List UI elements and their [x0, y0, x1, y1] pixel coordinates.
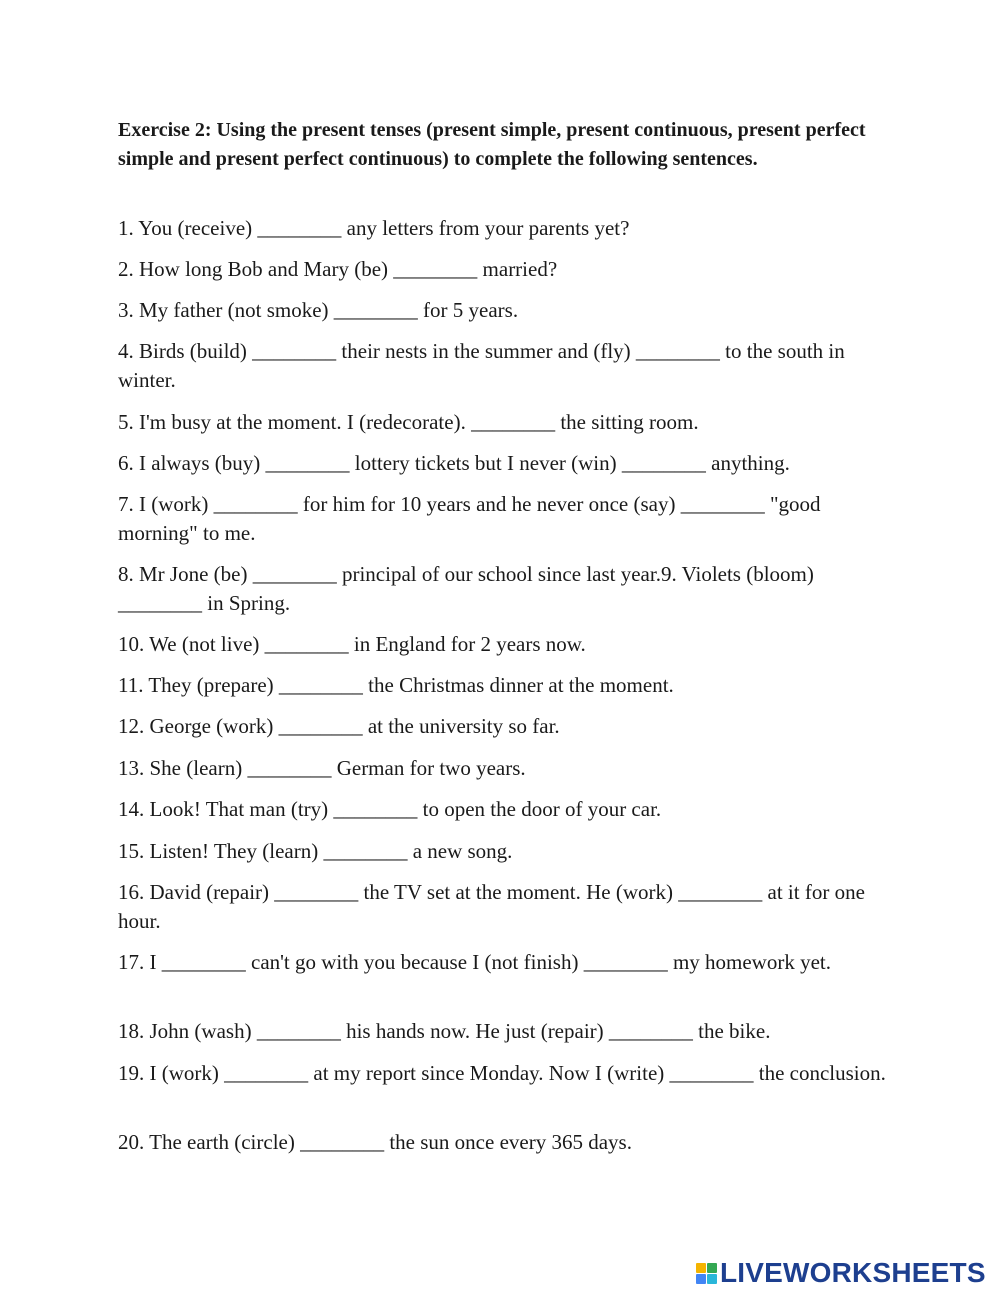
- question-16: 16. David (repair) ________ the TV set at the moment. He (work) ________ at it for one hour.: [118, 880, 865, 933]
- question-3: 3. My father (not smoke) ________ for 5 years.: [118, 298, 519, 322]
- question-12: 12. George (work) ________ at the university so far.: [118, 714, 560, 738]
- question-19: 19. I (work) ________ at my report since Monday. Now I (write) ________ the conclusion.: [118, 1061, 886, 1085]
- question-15: 15. Listen! They (learn) ________ a new song.: [118, 839, 513, 863]
- question-10: 10. We (not live) ________ in England for 2 years now.: [118, 632, 586, 656]
- liveworksheets-logo[interactable]: [696, 1256, 986, 1290]
- question-6: 6. I always (buy) ________ lottery tickets but I never (win) ________ anything.: [118, 451, 790, 475]
- question-18: 18. John (wash) ________ his hands now. He just (repair) ________ the bike.: [118, 1019, 771, 1043]
- question-20: 20. The earth (circle) ________ the sun once every 365 days.: [118, 1130, 632, 1154]
- question-1: 1. You (receive) ________ any letters from your parents yet?: [118, 216, 630, 240]
- question-4: 4. Birds (build) ________ their nests in the summer and (fly) ________ to the south in winter.: [118, 339, 845, 392]
- logo-square: [707, 1274, 717, 1284]
- question-17: 17. I ________ can't go with you because I (not finish) ________ my homework yet.: [118, 950, 831, 974]
- logo-squares-icon: [696, 1263, 717, 1284]
- question-13: 13. She (learn) ________ German for two years.: [118, 756, 526, 780]
- question-2: 2. How long Bob and Mary (be) ________ married?: [118, 257, 558, 281]
- logo-square: [707, 1263, 717, 1273]
- question-5: 5. I'm busy at the moment. I (redecorate). ________ the sitting room.: [118, 410, 699, 434]
- question-11: 11. They (prepare) ________ the Christmas dinner at the moment.: [118, 673, 674, 697]
- question-14: 14. Look! That man (try) ________ to open the door of your car.: [118, 797, 662, 821]
- logo-text: LIVEWORKSHEETS: [720, 1257, 986, 1288]
- question-8: 8. Mr Jone (be) ________ principal of our school since last year.9. Violets (bloom) ________ in Spring.: [118, 562, 814, 615]
- logo-square: [696, 1263, 706, 1273]
- exercise-title: Exercise 2: Using the present tenses (present simple, present continuous, present perfect simple and present perfect continuous) to complete the following sentences.: [118, 119, 866, 170]
- question-7: 7. I (work) ________ for him for 10 years and he never once (say) ________ "good morning" to me.: [118, 492, 821, 545]
- logo-square: [696, 1274, 706, 1284]
